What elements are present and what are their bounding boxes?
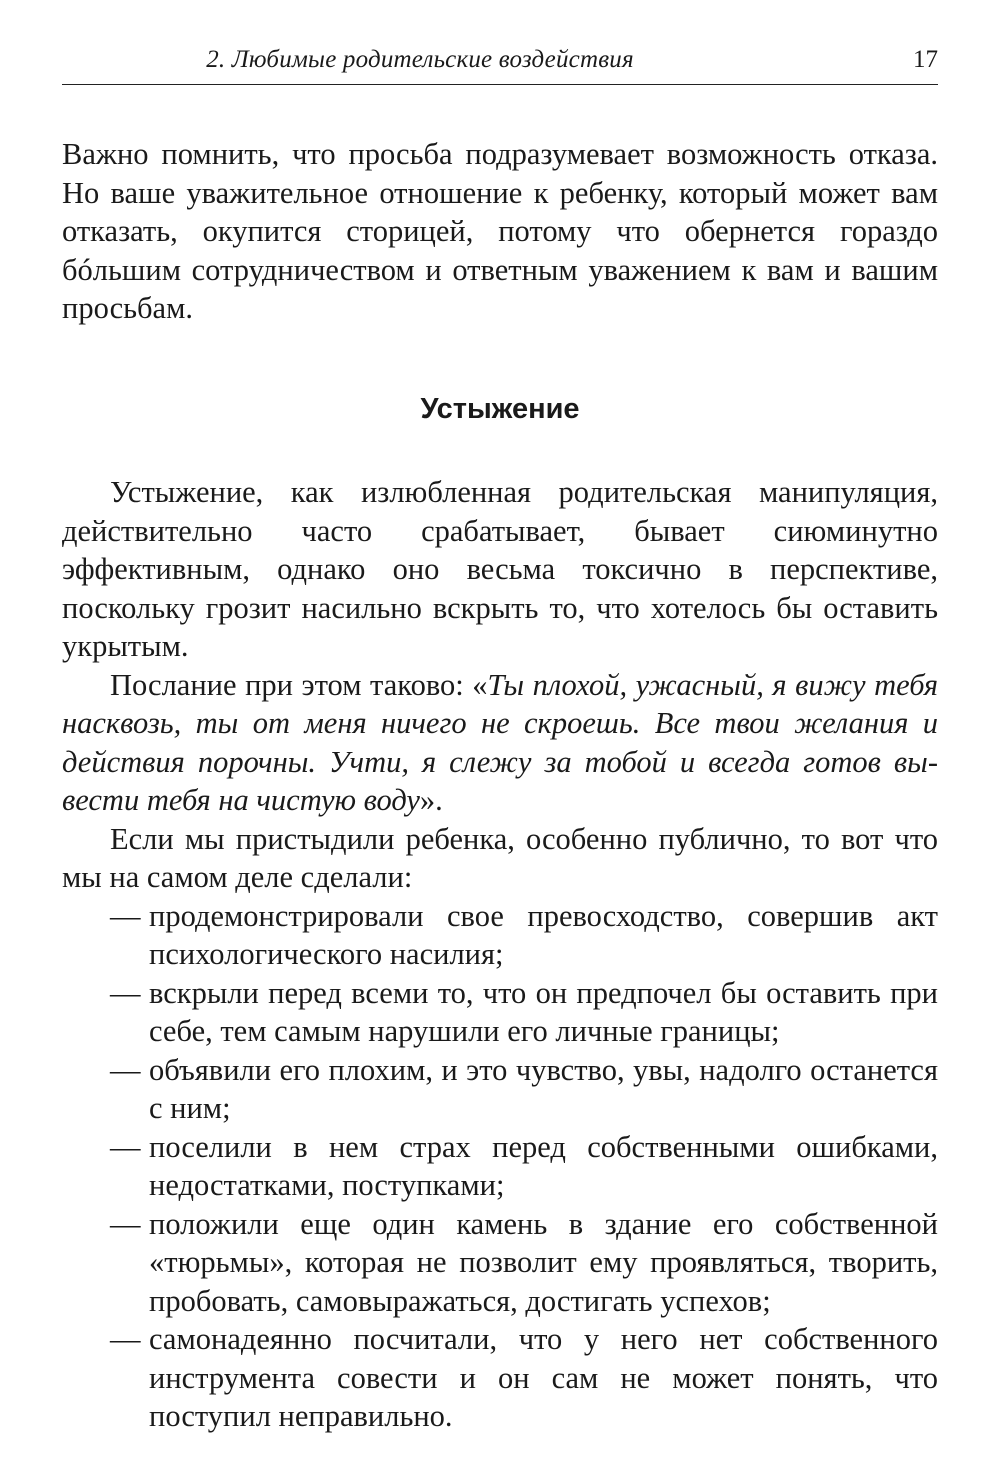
list-item-text: объявили его плохим, и это чувство, увы, надолго останется с ним; (149, 1052, 938, 1125)
list-item-text: поселили в нем страх перед собственными ошибками, недостатками, поступками; (149, 1129, 938, 1202)
section-paragraph-1: Устыжение, как излюбленная родительская манипуляция, действительно часто срабатывает, бывает сиюминутно эффективным, однако оно весьма токсично в перспективе, поскольку грозит насильно вскрыть то, что хотелось бы оставить укрытым. (62, 475, 938, 663)
section-body (62, 473, 938, 1436)
section-paragraph-2 (62, 666, 938, 820)
list-dash: — (110, 1322, 141, 1356)
list-item-text: положили еще один камень в здание его собственной «тюрьмы», которая не позволит ему проявляться, творить, пробовать, самовыражаться, достигать успехов; (149, 1206, 938, 1318)
quote-tail: ». (419, 783, 443, 817)
list-item (62, 1205, 938, 1321)
intro-paragraph: Важно помнить, что просьба подразумевает возможность отказа. Но ваше уважительное отношение к ребенку, который может вам отказать, окупится сторицей, потому что обернется гораздо бóльшим сотрудничеством и ответным уважением к вам и вашим просьбам. (62, 137, 938, 325)
list-item (62, 1128, 938, 1205)
list-dash: — (110, 1052, 141, 1087)
quote-text: Ты плохой, ужасный, я вижу тебя насквозь, ты от меня ничего не скроешь. Все твои желания и действия порочны. Учти, я слежу за тобой и всегда готов вывести тебя на чистую воду (62, 667, 938, 817)
list-item-text: самонадеянно посчитали, что у него нет собственного инструмента совести и он сам не может понять, что поступил неправильно. (149, 1322, 938, 1433)
list-item (62, 974, 938, 1051)
section-paragraph-3: Если мы пристыдили ребенка, особенно публично, то вот что мы на самом деле сделали: (62, 821, 938, 894)
running-header (62, 44, 938, 85)
list-item-text: вскрыли перед всеми то, что он предпочел бы оставить при себе, тем самым нарушили его личные границы; (149, 975, 938, 1048)
quote-lead: Послание при этом таково: « (110, 667, 488, 702)
list-dash: — (110, 1129, 141, 1164)
list-item (62, 897, 938, 974)
page-number: 17 (913, 46, 938, 73)
list-item (62, 1051, 938, 1128)
list-dash: — (110, 1206, 141, 1241)
chapter-running-title: 2. Любимые родительские воздействия (206, 46, 634, 73)
intro-paragraph-block (62, 135, 938, 328)
list-dash: — (110, 975, 141, 1010)
list-item-text: продемонстрировали свое превосходство, совершив акт психологического насилия; (149, 898, 938, 971)
list-dash: — (110, 898, 141, 933)
consequences-list (62, 897, 938, 1436)
section-heading: Устыжение (420, 393, 580, 425)
list-item (62, 1320, 938, 1436)
